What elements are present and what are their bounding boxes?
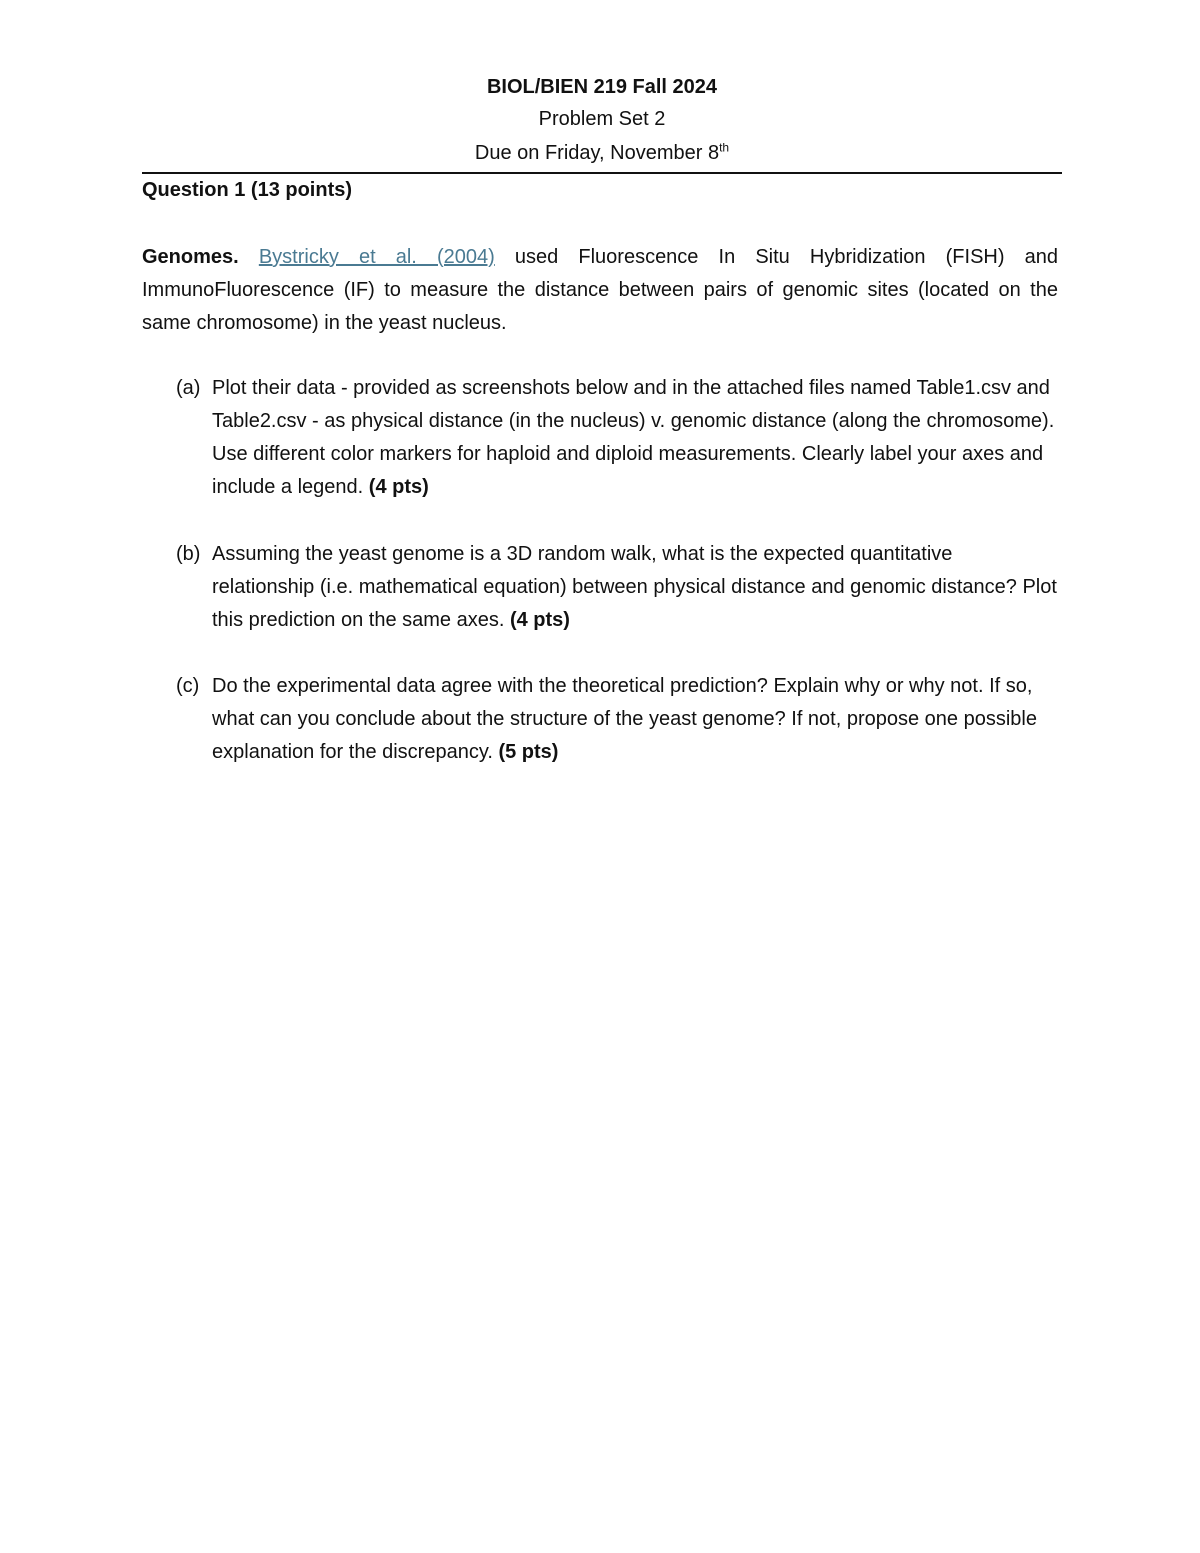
part-c-marker: (c): [176, 675, 200, 697]
intro-lead: Genomes.: [142, 246, 239, 268]
part-a-text: Plot their data - provided as screenshots below and in the attached files named Table1.csv and Table2.csv - as physical distance (in the nucleus) v. genomic distance (along the chromosome). Use different color markers for haploid and diploid measurements. Clearly label your axes and include a legend.: [212, 377, 1055, 498]
part-c-body: [212, 670, 1058, 769]
part-b-body: [212, 538, 1058, 637]
problem-set-title: Problem Set 2: [538, 108, 666, 130]
part-a-marker: (a): [176, 377, 201, 399]
question-intro: [142, 241, 1058, 340]
due-date-text: Due on Friday, November 8: [474, 142, 720, 164]
part-b-points: (4 pts): [509, 609, 570, 631]
part-c-text: Do the experimental data agree with the theoretical prediction? Explain why or why not. If so, what can you conclude about the structure of the yeast genome? If not, propose one possible explanation for the discrepancy.: [212, 675, 1037, 763]
part-b-text: Assuming the yeast genome is a 3D random walk, what is the expected quantitative relationship (i.e. mathematical equation) between physical distance and genomic distance? Plot this prediction on the same axes.: [212, 543, 1057, 631]
part-a-body: [212, 372, 1058, 504]
due-date-suffix: th: [719, 140, 730, 155]
part-a-points: (4 pts): [368, 476, 429, 498]
intro-text: used Fluorescence In Situ Hybridization (FISH) and ImmunoFluorescence (IF) to measure the distance between pairs of genomic sites (located on the same chromosome) in the yeast nucleus.: [142, 246, 1058, 334]
header-divider: [142, 172, 1062, 174]
part-c-points: (5 pts): [498, 741, 559, 763]
question-heading: Question 1 (13 points): [142, 179, 353, 201]
citation-link[interactable]: Bystricky et al. (2004): [258, 246, 495, 268]
course-title: BIOL/BIEN 219 Fall 2024: [486, 76, 718, 98]
due-date: [142, 140, 1062, 166]
part-b-marker: (b): [176, 543, 201, 565]
